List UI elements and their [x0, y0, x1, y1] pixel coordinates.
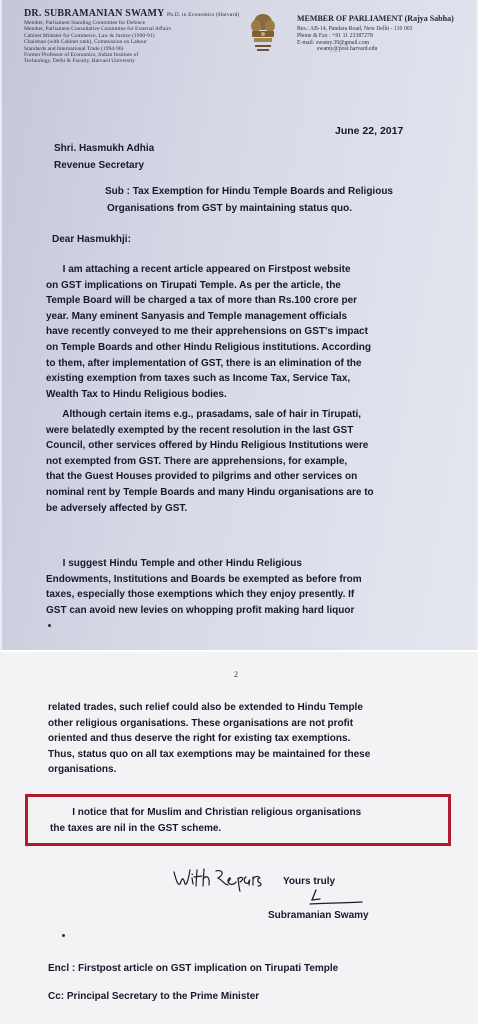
- ink-dot: [62, 934, 65, 937]
- paragraph-line: to them, after implementation of GST, there is an elimination of the: [46, 357, 362, 369]
- letterhead-credentials: [24, 20, 234, 65]
- paragraph-line: Wealth Tax to Hindu Religious bodies.: [46, 388, 227, 400]
- paragraph-line: I suggest Hindu Temple and other Hindu Religious: [46, 558, 302, 569]
- paragraph-line: I notice that for Muslim and Christian religious organisations: [50, 807, 362, 818]
- address-line: swamy@post.harvard.edu: [317, 46, 378, 53]
- paragraph-line: Endowments, Institutions and Boards be exempted as before from: [46, 573, 362, 585]
- paragraph-line: related trades, such relief could also be extended to Hindu Temple: [48, 702, 363, 713]
- paragraph-line: I am attaching a recent article appeared on Firstpost website: [46, 264, 351, 275]
- paragraph-line: on GST implications on Tirupati Temple. As per the article, the: [46, 279, 341, 291]
- recipient-name: Shri. Hasmukh Adhia: [54, 143, 155, 154]
- address-line: E-mail: swamy.39@gmail.com: [297, 39, 370, 46]
- address-line: Phone & Fax : +91 11 23387278: [297, 32, 373, 39]
- paragraph-4: [48, 700, 370, 778]
- enclosure-line: Encl : Firstpost article on GST implication on Tirupati Temple: [48, 963, 339, 974]
- handwritten-regards: [170, 864, 264, 894]
- recipient-title: Revenue Secretary: [54, 160, 145, 171]
- subject: [105, 183, 393, 217]
- paragraph-line: be adversely affected by GST.: [46, 502, 188, 514]
- page-number: 2: [234, 670, 238, 679]
- credential-line: Former Professor of Economics, Indian Institute of: [24, 52, 139, 59]
- credential-line: Chairman (with Cabinet rank), Commission on Labour: [24, 39, 147, 46]
- paragraph-2: [46, 407, 374, 516]
- greeting: Dear Hasmukhji:: [52, 234, 131, 245]
- signature: [306, 888, 366, 910]
- paragraph-line: have recently conveyed to me their apprehensions on GST's impact: [46, 326, 368, 338]
- paragraph-line: not exempted from GST. There are apprehensions, for example,: [46, 455, 348, 467]
- paragraph-3: [46, 556, 362, 618]
- subject-line: Organisations from GST by maintaining status quo.: [107, 203, 353, 214]
- closing: Yours truly: [283, 876, 336, 887]
- highlighted-paragraph: [50, 805, 361, 836]
- credential-line: Standards and International Trade (1994-96): [24, 45, 124, 52]
- paragraph-line: nominal rent by Temple Boards and many Hindu organisations are to: [46, 486, 374, 498]
- letterhead-address: [297, 26, 413, 53]
- recipient-block: [54, 140, 154, 174]
- address-line: Res.: AB-14, Pandara Road, New Delhi - 110 003: [297, 26, 413, 32]
- subject-line: Sub : Tax Exemption for Hindu Temple Boards and Religious: [105, 186, 393, 197]
- paragraph-line: the taxes are nil in the GST scheme.: [50, 822, 222, 834]
- paragraph-line: on Temple Boards and other Hindu Religious institutions. According: [46, 341, 372, 353]
- paragraph-line: organisations.: [48, 764, 117, 775]
- paragraph-line: GST can avoid new levies on whopping profit making hard liquor: [46, 604, 355, 616]
- paragraph-line: Temple Board will be charged a tax of more than Rs.100 crore per: [46, 295, 358, 307]
- paragraph-line: other religious organisations. These organisations are not profit: [48, 717, 354, 729]
- paragraph-line: Thus, status quo on all tax exemptions may be maintained for these: [48, 748, 371, 760]
- letterhead-name: [24, 8, 240, 19]
- letterhead-degrees: Ph.D. in Economics (Harvard): [166, 12, 240, 18]
- letterhead-name-text: DR. SUBRAMANIAN SWAMY: [24, 8, 165, 19]
- paragraph-line: existing exemption from taxes such as Income Tax, Service Tax,: [46, 373, 351, 385]
- credential-line: Member, Parliament Standing Committee for Defence: [24, 20, 146, 26]
- paragraph-line: taxes, especially those exemptions which they enjoy presently. If: [46, 589, 355, 601]
- paragraph-line: Council, other services offered by Hindu Religious Institutions were: [46, 440, 369, 452]
- national-emblem-icon: [246, 12, 280, 58]
- credential-line: Technology, Delhi & Faculty, Harvard University: [24, 58, 135, 65]
- paragraph-1: [46, 262, 371, 402]
- paragraph-line: that the Guest Houses provided to pilgrims and other services on: [46, 471, 358, 483]
- credential-line: Member, Parliament Consultative Committee for External Affairs: [24, 26, 171, 33]
- ink-dot: [48, 624, 51, 627]
- signatory-name: Subramanian Swamy: [268, 910, 369, 921]
- mp-title: MEMBER OF PARLIAMENT (Rajya Sabha): [297, 14, 454, 23]
- letter-date: June 22, 2017: [335, 125, 404, 137]
- paragraph-line: oriented and thus deserve the right for existing tax exemptions.: [48, 733, 351, 744]
- paragraph-line: were belatedly exempted by the recent resolution in the last GST: [46, 424, 354, 436]
- paragraph-line: Although certain items e.g., prasadams, sale of hair in Tirupati,: [46, 409, 362, 420]
- paragraph-line: year. Many eminent Sanyasis and Temple management officials: [46, 310, 348, 322]
- cc-line: Cc: Principal Secretary to the Prime Minister: [48, 991, 260, 1002]
- credential-line: Cabinet Minister for Commerce, Law & Justice (1990-91): [24, 32, 155, 39]
